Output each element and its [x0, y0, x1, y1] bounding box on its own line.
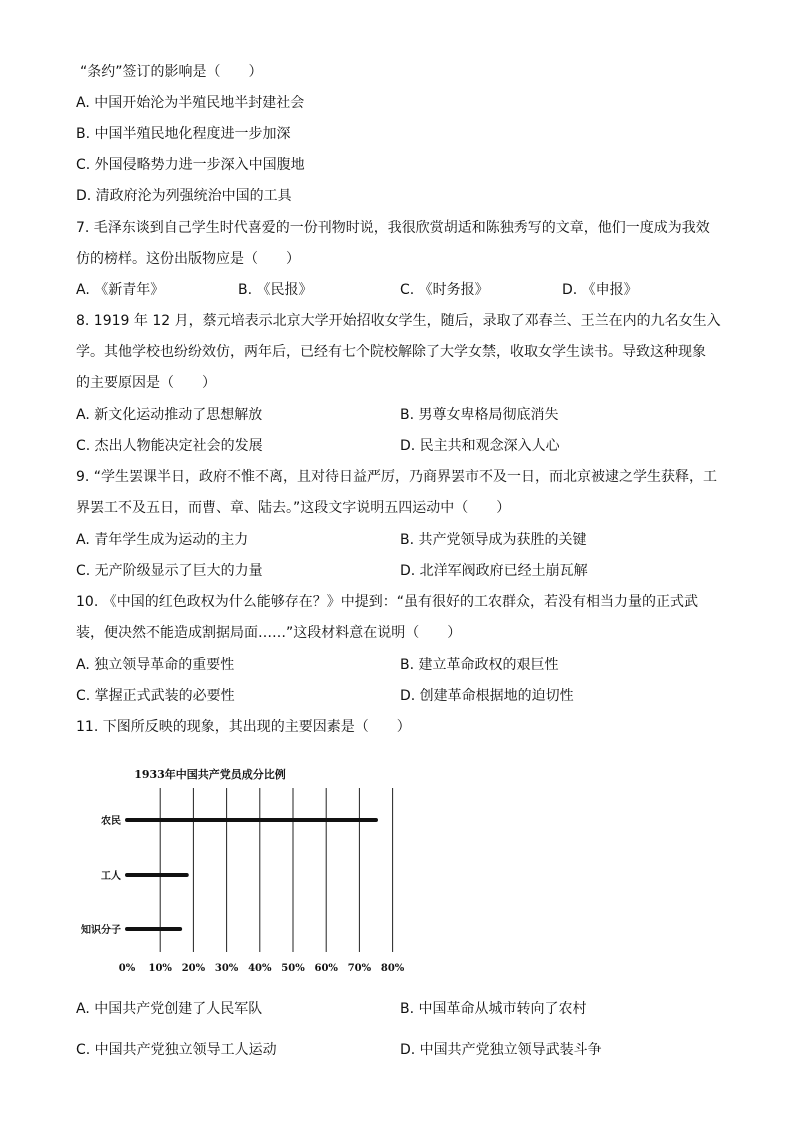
q11-option-d: D. 中国共产党独立领导武装斗争	[400, 1042, 602, 1058]
chart-title: 1933年中国共产党员成分比例	[134, 768, 286, 781]
q8-stem-line3: 的主要原因是（ ）	[76, 375, 216, 391]
q7-stem-line1: 7. 毛泽东谈到自己学生时代喜爱的一份刊物时说，我很欣赏胡适和陈独秀写的文章，他们一度成为我效	[76, 220, 710, 236]
q6-option-c: C. 外国侵略势力进一步深入中国腹地	[76, 157, 305, 173]
chart-category-labels	[81, 814, 121, 936]
q8-option-a: A. 新文化运动推动了思想解放	[76, 407, 263, 423]
q6-option-b: B. 中国半殖民地化程度进一步加深	[76, 126, 291, 142]
chart-tick-label: 0%	[118, 963, 136, 974]
q9-stem-line1: 9. “学生罢课半日，政府不惟不离，且对待日益严厉，乃商界罢市不及一日，而北京被逮之学生获释，工	[76, 469, 718, 485]
q8-stem-line2: 学。其他学校也纷纷效仿，两年后，已经有七个院校解除了大学女禁，收取女学生读书。导致这种现象	[76, 344, 706, 360]
chart-tick-label: 30%	[214, 963, 239, 974]
q10-option-c: C. 掌握正式武装的必要性	[76, 688, 235, 704]
chart-svg	[70, 762, 410, 977]
q10-option-b: B. 建立革命政权的艰巨性	[400, 657, 559, 673]
q9-option-b: B. 共产党领导成为获胜的关键	[400, 532, 587, 548]
chart-tick-label: 60%	[314, 963, 338, 974]
party-member-composition-chart	[70, 762, 410, 977]
q10-stem-line2: 装，便决然不能造成割据局面……”这段材料意在说明（ ）	[76, 625, 462, 641]
q11-stem: 11. 下图所反映的现象，其出现的主要因素是（ ）	[76, 719, 411, 735]
q11-option-b: B. 中国革命从城市转向了农村	[400, 1001, 587, 1017]
chart-category-label: 农民	[101, 816, 121, 827]
q8-option-b: B. 男尊女卑格局彻底消失	[400, 407, 559, 423]
q7-option-d: D. 《申报》	[562, 282, 638, 298]
q7-option-a: A. 《新青年》	[76, 282, 165, 298]
chart-category-label: 工人	[101, 871, 121, 882]
chart-tick-label: 20%	[181, 963, 206, 974]
chart-bars	[127, 820, 376, 929]
q10-option-a: A. 独立领导革命的重要性	[76, 657, 235, 673]
chart-tick-label: 70%	[347, 963, 372, 974]
q6-option-a: A. 中国开始沦为半殖民地半封建社会	[76, 95, 305, 111]
chart-tick-labels	[119, 963, 405, 974]
chart-category-label: 知识分子	[81, 925, 121, 936]
q7-stem-line2: 仿的榜样。这份出版物应是（ ）	[76, 251, 300, 267]
chart-gridlines	[160, 788, 392, 952]
q9-stem-line2: 界罢工不及五日，而曹、章、陆去。”这段文字说明五四运动中（ ）	[76, 500, 511, 516]
q6-option-d: D. 清政府沦为列强统治中国的工具	[76, 188, 292, 204]
q11-option-a: A. 中国共产党创建了人民军队	[76, 1001, 263, 1017]
q8-option-c: C. 杰出人物能决定社会的发展	[76, 438, 263, 454]
q9-option-c: C. 无产阶级显示了巨大的力量	[76, 563, 263, 579]
q8-stem-line1: 8. 1919 年 12 月，蔡元培表示北京大学开始招收女学生，随后，录取了邓春兰、王兰在内的九名女生入	[76, 313, 721, 329]
q7-option-b: B. 《民报》	[238, 282, 313, 298]
q9-option-d: D. 北洋军阀政府已经土崩瓦解	[400, 563, 588, 579]
q10-option-d: D. 创建革命根据地的迫切性	[400, 688, 574, 704]
chart-tick-label: 50%	[281, 963, 305, 974]
q9-option-a: A. 青年学生成为运动的主力	[76, 532, 249, 548]
q11-option-c: C. 中国共产党独立领导工人运动	[76, 1042, 277, 1058]
chart-tick-label: 40%	[248, 963, 272, 974]
chart-tick-label: 10%	[148, 963, 172, 974]
q6-stem: “条约”签订的影响是（ ）	[80, 64, 263, 80]
chart-tick-label: 80%	[380, 963, 405, 974]
q10-stem-line1: 10. 《中国的红色政权为什么能够存在？》中提到：“虽有很好的工农群众，若没有相当力量的正式武	[76, 594, 698, 610]
q8-option-d: D. 民主共和观念深入人心	[400, 438, 560, 454]
q7-option-c: C. 《时务报》	[400, 282, 489, 298]
